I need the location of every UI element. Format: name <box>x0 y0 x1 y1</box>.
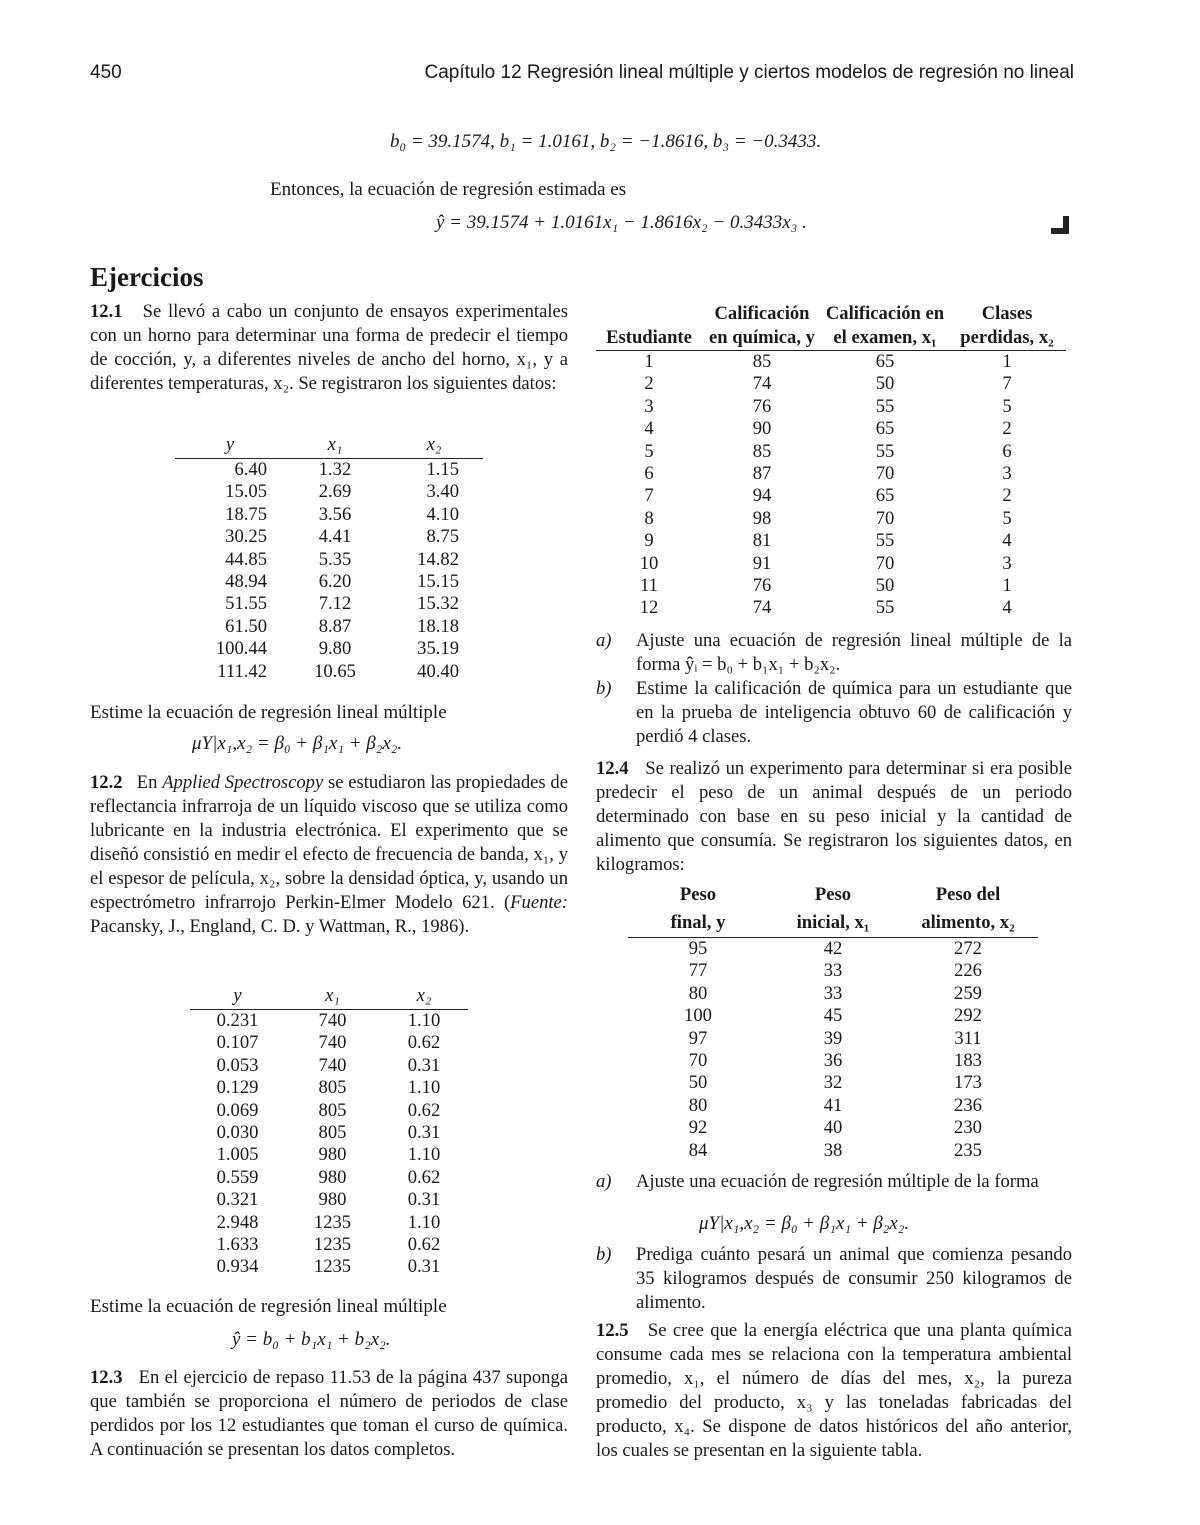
table-cell: 15.32 <box>417 593 459 615</box>
table-cell: 4.41 <box>318 526 352 548</box>
coefficients-line: b₀ = 39.1574, b₁ = 1.0161, b₂ = −1.8616, b₃ = −0.3433. <box>390 131 822 152</box>
col-header: y <box>190 983 285 1010</box>
table-cell: 94 <box>752 485 772 507</box>
table-row <box>190 1189 468 1211</box>
table-cell: 85 <box>752 440 772 462</box>
table-12-1 <box>175 432 483 683</box>
table-cell: 1.32 <box>318 459 352 480</box>
table-cell: 77 <box>688 960 708 982</box>
table-cell: 0.62 <box>407 1032 441 1054</box>
table-row <box>628 1072 1038 1094</box>
table-cell: 1 <box>644 351 654 372</box>
table-cell: 4 <box>644 418 654 440</box>
table-row <box>190 1256 468 1278</box>
table-row <box>190 1032 468 1054</box>
table-cell: 41 <box>823 1094 843 1116</box>
exercise-12-3-a: a) Ajuste una ecuación de regresión lineal múltiple de la forma ŷᵢ = b₀ + b₁x₁ + b₂x₂. <box>596 630 1072 675</box>
table-12-4 <box>628 881 1038 1162</box>
exercise-12-3-b: b) Estime la calificación de química para un estudiante que en la prueba de inteligencia obtuvo 60 de calificación y perdió 4 clases. <box>596 678 1072 747</box>
table-cell: 18.18 <box>417 615 459 637</box>
table-cell: 44.85 <box>225 548 267 570</box>
table-cell: 42 <box>823 938 843 959</box>
table-cell: 3.40 <box>426 481 459 503</box>
table-cell: 65 <box>875 485 895 507</box>
table-cell: 6.40 <box>234 459 267 480</box>
table-cell: 0.069 <box>216 1099 259 1121</box>
table-row <box>175 638 483 660</box>
exercise-12-4-text: 12.4 Se realizó un experimento para determinar si era posible predecir el peso de un animal después de un periodo determinado con base en su peso inicial y la cantidad de alimento que consumía. Se registraron los siguientes datos, en kilogramos: <box>596 758 1072 875</box>
table-cell: 0.321 <box>216 1189 259 1211</box>
exercise-12-4-equation: μY|x₁,x₂ = β₀ + β₁x₁ + β₂x₂. <box>699 1213 910 1234</box>
table-cell: 0.053 <box>216 1054 259 1076</box>
table-cell: 9 <box>644 530 654 552</box>
page-header <box>90 62 1074 92</box>
table-cell: 80 <box>688 982 708 1004</box>
table-cell: 111.42 <box>217 660 267 682</box>
table-cell: 980 <box>318 1166 347 1188</box>
col-header: final, y <box>628 909 768 938</box>
table-row <box>596 485 1066 507</box>
table-cell: 1235 <box>313 1211 352 1233</box>
table-cell: 95 <box>688 938 708 959</box>
table-row <box>596 575 1066 597</box>
table-cell: 12 <box>639 597 659 619</box>
table-cell: 50 <box>688 1072 708 1094</box>
table-cell: 50 <box>875 575 895 597</box>
table-cell: 0.231 <box>216 1010 259 1031</box>
table-cell: 7.12 <box>318 593 352 615</box>
table-row <box>628 960 1038 982</box>
table-row <box>596 553 1066 575</box>
table-row <box>190 1122 468 1144</box>
exercise-12-2-after: Estime la ecuación de regresión lineal múltiple <box>90 1296 447 1317</box>
table-cell: 97 <box>688 1027 708 1049</box>
table-cell: 100 <box>684 1005 712 1027</box>
table-cell: 1 <box>1002 351 1012 372</box>
table-cell: 740 <box>318 1010 347 1031</box>
table-cell: 2 <box>1002 418 1012 440</box>
table-row <box>596 373 1066 395</box>
table-cell: 50 <box>875 373 895 395</box>
col-header: y <box>175 432 285 459</box>
col-header: x₁ <box>285 983 380 1010</box>
table-row <box>596 396 1066 418</box>
table-cell: 76 <box>752 395 772 417</box>
table-cell: 226 <box>954 960 982 982</box>
table-cell: 10.65 <box>314 660 356 682</box>
table-12-3 <box>596 302 1066 620</box>
table-row <box>190 1144 468 1166</box>
table-cell: 87 <box>752 463 772 485</box>
table-cell: 9.80 <box>318 638 352 660</box>
table-cell: 5 <box>644 440 654 462</box>
col-header: alimento, x₂ <box>898 909 1038 938</box>
table-cell: 6 <box>1002 440 1012 462</box>
table-cell: 1.633 <box>216 1234 259 1256</box>
table-cell: 235 <box>954 1139 982 1161</box>
table-cell: 0.62 <box>407 1234 441 1256</box>
table-row <box>190 1100 468 1122</box>
table-cell: 98 <box>752 507 772 529</box>
table-row <box>175 504 483 526</box>
exercise-12-4-b: b) Prediga cuánto pesará un animal que comienza pesando 35 kilogramos después de consumir 250 kilogramos de alimento. <box>596 1244 1072 1313</box>
table-cell: 980 <box>318 1144 347 1166</box>
table-row <box>175 571 483 593</box>
exercise-12-1-text: 12.1 Se llevó a cabo un conjunto de ensayos experimentales con un horno para determinar una forma de predecir el tiempo de cocción, y, a diferentes niveles de ancho del horno, x₁, y a diferentes temperaturas, x₂. Se registraron los siguientes datos: <box>90 301 569 394</box>
table-cell: 805 <box>318 1099 347 1121</box>
table-cell: 1.005 <box>216 1144 259 1166</box>
table-cell: 5.35 <box>318 548 352 570</box>
table-cell: 805 <box>318 1077 347 1099</box>
exercise-12-3-text: 12.3 En el ejercicio de repaso 11.53 de la página 437 suponga que también se proporciona el número de periodos de clase perdidos por los 12 estudiantes que toman el curso de química. A continuación se presentan los datos completos. <box>90 1367 568 1460</box>
col-header: x₂ <box>385 432 483 459</box>
table-cell: 48.94 <box>225 571 267 593</box>
table-cell: 272 <box>954 938 982 959</box>
table-cell: 0.31 <box>407 1054 441 1076</box>
col-header: Clases <box>981 302 1033 324</box>
table-cell: 311 <box>954 1027 982 1049</box>
table-row <box>596 441 1066 463</box>
table-cell: 51.55 <box>225 593 267 615</box>
table-cell: 0.31 <box>407 1189 441 1211</box>
col-header: x₂ <box>380 983 468 1010</box>
table-cell: 55 <box>875 395 895 417</box>
table-cell: 740 <box>318 1032 347 1054</box>
table-row <box>628 938 1038 961</box>
table-cell: 1.10 <box>407 1010 441 1031</box>
table-row <box>628 1140 1038 1162</box>
table-cell: 33 <box>823 982 843 1004</box>
table-cell: 70 <box>875 507 895 529</box>
table-cell: 230 <box>954 1117 982 1139</box>
table-cell: 80 <box>688 1094 708 1116</box>
table-cell: 39 <box>823 1027 843 1049</box>
table-cell: 33 <box>823 960 843 982</box>
table-row <box>190 1167 468 1189</box>
table-cell: 91 <box>752 552 772 574</box>
table-cell: 1235 <box>313 1234 352 1256</box>
table-cell: 3 <box>644 395 654 417</box>
end-of-example-icon <box>1051 216 1071 234</box>
table-cell: 1.15 <box>426 459 459 480</box>
table-cell: 0.129 <box>216 1077 259 1099</box>
table-cell: 1.10 <box>407 1144 441 1166</box>
table-cell: 1.10 <box>407 1077 441 1099</box>
table-cell: 32 <box>823 1072 843 1094</box>
exercise-12-5-text: 12.5 Se cree que la energía eléctrica que una planta química consume cada mes se relaciona con la temperatura ambiental promedio, x₁, el número de días del mes, x₂, la pureza promedio del producto, x₃ y las toneladas fabricadas del producto, x₄. Se dispone de datos históricos del año anterior, los cuales se presentan en la siguiente tabla. <box>596 1320 1072 1461</box>
table-cell: 0.62 <box>407 1099 441 1121</box>
table-cell: 183 <box>954 1050 982 1072</box>
table-row <box>596 508 1066 530</box>
table-cell: 15.15 <box>417 571 459 593</box>
table-cell: 8 <box>644 507 654 529</box>
table-cell: 1235 <box>313 1256 352 1278</box>
table-row <box>175 593 483 615</box>
table-cell: 6.20 <box>318 571 352 593</box>
table-cell: 35.19 <box>417 638 459 660</box>
table-cell: 3 <box>1002 463 1012 485</box>
table-cell: 65 <box>875 351 895 372</box>
table-cell: 3.56 <box>318 503 352 525</box>
table-row <box>628 983 1038 1005</box>
table-row <box>190 1212 468 1234</box>
table-cell: 74 <box>752 597 772 619</box>
table-cell: 7 <box>644 485 654 507</box>
table-cell: 81 <box>752 530 772 552</box>
table-cell: 70 <box>875 463 895 485</box>
table-row <box>175 526 483 548</box>
table-cell: 173 <box>954 1072 982 1094</box>
table-row <box>175 616 483 638</box>
table-cell: 0.31 <box>407 1122 441 1144</box>
col-header: Calificación en <box>825 302 945 324</box>
table-cell: 5 <box>1002 395 1012 417</box>
table-cell: 45 <box>823 1005 843 1027</box>
page-number: 450 <box>90 62 122 83</box>
table-row <box>190 1234 468 1256</box>
table-cell: 0.030 <box>216 1122 259 1144</box>
chapter-title: Capítulo 12 Regresión lineal múltiple y ciertos modelos de regresión no lineal <box>424 62 1074 83</box>
table-row <box>190 1077 468 1099</box>
col-header: Peso del <box>935 883 1001 905</box>
table-cell: 8.75 <box>426 526 459 548</box>
table-cell: 2 <box>644 373 654 395</box>
table-cell: 980 <box>318 1189 347 1211</box>
exercise-12-4-a: a) Ajuste una ecuación de regresión múltiple de la forma μY|x₁,x₂ = β₀ + β₁x₁ + β₂x₂. <box>596 1171 1039 1234</box>
table-row <box>190 1055 468 1077</box>
table-row <box>175 459 483 482</box>
exercise-12-1-after: Estime la ecuación de regresión lineal múltiple <box>90 702 447 723</box>
col-header: Peso <box>814 883 852 905</box>
table-cell: 8.87 <box>318 615 352 637</box>
col-header: Calificación <box>714 302 810 324</box>
table-cell: 4 <box>1002 530 1012 552</box>
table-row <box>175 549 483 571</box>
table-cell: 259 <box>954 982 982 1004</box>
table-cell: 0.31 <box>407 1256 441 1278</box>
table-cell: 740 <box>318 1054 347 1076</box>
table-cell: 18.75 <box>225 503 267 525</box>
table-row <box>596 530 1066 552</box>
table-row <box>596 418 1066 440</box>
table-cell: 4 <box>1002 597 1012 619</box>
table-cell: 2 <box>1002 485 1012 507</box>
table-cell: 4.10 <box>426 503 459 525</box>
estimated-equation: ŷ = 39.1574 + 1.0161x₁ − 1.8616x₂ − 0.3433x₃ . <box>436 212 807 233</box>
table-cell: 92 <box>688 1117 708 1139</box>
table-row <box>596 597 1066 619</box>
table-cell: 0.934 <box>216 1256 259 1278</box>
section-title: Ejercicios <box>90 262 204 292</box>
table-cell: 55 <box>875 530 895 552</box>
table-cell: 14.82 <box>417 548 459 570</box>
exercise-12-2-text: 12.2 En Applied Spectroscopy se estudiaron las propiedades de reflectancia infrarroja de un líquido viscoso que se utiliza como lubricante en la industria electrónica. El experimento que se diseñó consistió en medir el efecto de frecuencia de banda, x₁, y el espesor de película, x₂, sobre la densidad óptica, y, usando un espectrómetro infrarrojo Perkin-Elmer Modelo 621. (Fuente: Pacansky, J., England, C. D. y Wattman, R., 1986). <box>90 772 568 937</box>
exercise-number: 12.1 <box>90 301 123 322</box>
table-cell: 1.10 <box>407 1211 441 1233</box>
table-cell: 3 <box>1002 552 1012 574</box>
col-header: inicial, x₁ <box>768 909 898 938</box>
col-header: x₁ <box>285 432 385 459</box>
table-row <box>175 661 483 683</box>
col-header: Peso <box>679 883 717 905</box>
table-row <box>628 1117 1038 1139</box>
table-cell: 55 <box>875 440 895 462</box>
table-cell: 70 <box>688 1050 708 1072</box>
table-cell: 36 <box>823 1050 843 1072</box>
table-cell: 76 <box>752 575 772 597</box>
table-row <box>175 481 483 503</box>
table-row <box>596 463 1066 485</box>
col-header: perdidas, x₂ <box>948 326 1066 351</box>
exercise-12-1-equation: μY|x₁,x₂ = β₀ + β₁x₁ + β₂x₂. <box>192 733 403 754</box>
table-cell: 40.40 <box>417 660 459 682</box>
table-cell: 10 <box>639 552 659 574</box>
col-header: Estudiante <box>596 326 702 351</box>
intro-sentence: Entonces, la ecuación de regresión estimada es <box>270 179 627 200</box>
table-cell: 85 <box>752 351 772 372</box>
table-cell: 15.05 <box>225 481 267 503</box>
col-header: el examen, x₁ <box>822 326 948 351</box>
table-cell: 5 <box>1002 507 1012 529</box>
table-cell: 11 <box>640 575 658 597</box>
table-cell: 0.559 <box>216 1166 259 1188</box>
table-cell: 2.69 <box>318 481 352 503</box>
table-cell: 65 <box>875 418 895 440</box>
table-cell: 30.25 <box>225 526 267 548</box>
table-row <box>628 1028 1038 1050</box>
table-cell: 70 <box>875 552 895 574</box>
col-header: en química, y <box>702 326 822 351</box>
table-cell: 292 <box>954 1005 982 1027</box>
table-cell: 1 <box>1002 575 1012 597</box>
table-row <box>628 1050 1038 1072</box>
table-cell: 7 <box>1002 373 1012 395</box>
table-12-2 <box>190 983 468 1279</box>
table-cell: 6 <box>644 463 654 485</box>
table-cell: 236 <box>954 1094 982 1116</box>
table-cell: 100.44 <box>215 638 267 660</box>
table-row <box>190 1010 468 1033</box>
table-row <box>628 1095 1038 1117</box>
table-cell: 61.50 <box>225 615 267 637</box>
table-cell: 90 <box>752 418 772 440</box>
table-cell: 805 <box>318 1122 347 1144</box>
table-cell: 0.107 <box>216 1032 259 1054</box>
table-cell: 0.62 <box>407 1166 441 1188</box>
exercise-12-2-equation: ŷ = b₀ + b₁x₁ + b₂x₂. <box>232 1329 391 1350</box>
table-cell: 38 <box>823 1139 843 1161</box>
table-cell: 55 <box>875 597 895 619</box>
table-row <box>628 1005 1038 1027</box>
table-cell: 2.948 <box>216 1211 259 1233</box>
table-cell: 84 <box>688 1139 708 1161</box>
table-cell: 40 <box>823 1117 843 1139</box>
table-cell: 74 <box>752 373 772 395</box>
table-row <box>596 351 1066 374</box>
